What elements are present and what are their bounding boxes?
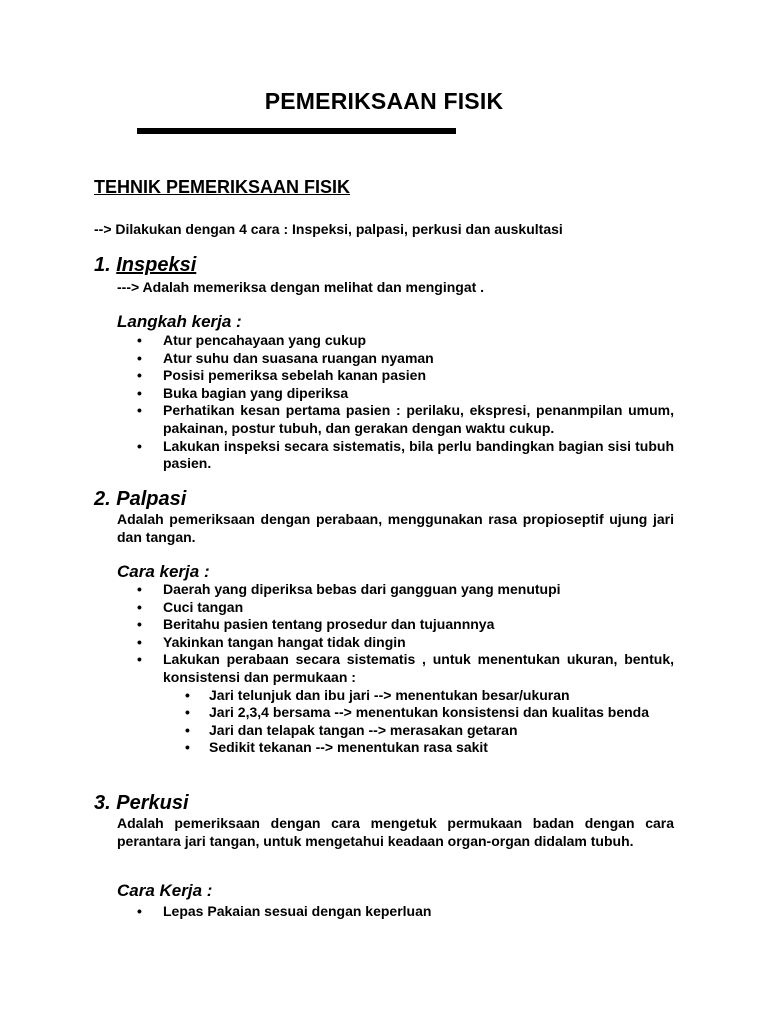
topic-number: 2. — [94, 488, 111, 510]
inspeksi-steps-list — [117, 332, 674, 473]
topic-name: Inspeksi — [116, 254, 197, 276]
list-item: • Atur pencahayaan yang cukup — [117, 332, 674, 350]
perkusi-description: Adalah pemeriksaan dengan cara mengetuk permukaan badan dengan cara perantara jari tangan, untuk mengetahui keadaan organ-organ didalam tubuh. — [117, 815, 674, 849]
inspeksi-steps-heading: Langkah kerja : — [117, 312, 242, 331]
perkusi-steps-list — [117, 903, 674, 921]
list-item: • Jari dan telapak tangan --> merasakan getaran — [163, 722, 674, 740]
topic-heading-inspeksi — [94, 254, 196, 277]
list-item: • Buka bagian yang diperiksa — [117, 385, 674, 403]
inspeksi-description: ---> Adalah memeriksa dengan melihat dan mengingat . — [117, 279, 485, 295]
list-item: • Atur suhu dan suasana ruangan nyaman — [117, 350, 674, 368]
title-underline-rule — [137, 128, 456, 134]
palpasi-description: Adalah pemeriksaan dengan perabaan, menggunakan rasa propioseptif ujung jari dan tangan. — [117, 511, 674, 545]
list-item: • Lakukan inspeksi secara sistematis, bila perlu bandingkan bagian sisi tubuh pasien. — [117, 438, 674, 473]
list-item: • Daerah yang diperiksa bebas dari gangguan yang menutupi — [117, 581, 674, 599]
list-item: • Jari 2,3,4 bersama --> menentukan konsistensi dan kualitas benda — [163, 704, 674, 722]
list-item: • Lepas Pakaian sesuai dengan keperluan — [117, 903, 674, 921]
palpasi-sub-steps-list — [163, 687, 674, 757]
topic-number: 1. — [94, 254, 111, 276]
topic-heading-palpasi — [94, 488, 186, 511]
list-item: • Cuci tangan — [117, 599, 674, 617]
topic-heading-perkusi — [94, 792, 189, 815]
palpasi-steps-heading: Cara kerja : — [117, 562, 210, 581]
document-title: PEMERIKSAAN FISIK — [264, 88, 504, 114]
intro-line: --> Dilakukan dengan 4 cara : Inspeksi, palpasi, perkusi dan auskultasi — [94, 221, 563, 237]
topic-number: 3. — [94, 792, 111, 814]
list-item: • Perhatikan kesan pertama pasien : perilaku, ekspresi, penanmpilan umum, pakainan, postur tubuh, dan gerakan dengan waktu cukup. — [117, 402, 674, 437]
perkusi-steps-heading: Cara Kerja : — [117, 881, 213, 900]
palpasi-steps-list — [117, 581, 674, 757]
list-item: • Yakinkan tangan hangat tidak dingin — [117, 634, 674, 652]
topic-name: Palpasi — [116, 488, 187, 510]
list-item: • Lakukan perabaan secara sistematis , untuk menentukan ukuran, bentuk, konsistensi dan permukaan : • Jari telunjuk dan ibu jari --> menentukan besar/ukuran • Jari 2,3,4 bersama --> menentukan konsistensi dan kualitas benda • Jari dan telapak tangan --> merasakan getaran • Sedikit tekanan --> menentukan rasa sakit — [117, 651, 674, 757]
list-item: • Sedikit tekanan --> menentukan rasa sakit — [163, 739, 674, 757]
list-item: • Beritahu pasien tentang prosedur dan tujuannnya — [117, 616, 674, 634]
list-item: • Jari telunjuk dan ibu jari --> menentukan besar/ukuran — [163, 687, 674, 705]
section-heading: TEHNIK PEMERIKSAAN FISIK — [94, 177, 351, 197]
topic-name: Perkusi — [116, 792, 189, 814]
list-item: • Posisi pemeriksa sebelah kanan pasien — [117, 367, 674, 385]
